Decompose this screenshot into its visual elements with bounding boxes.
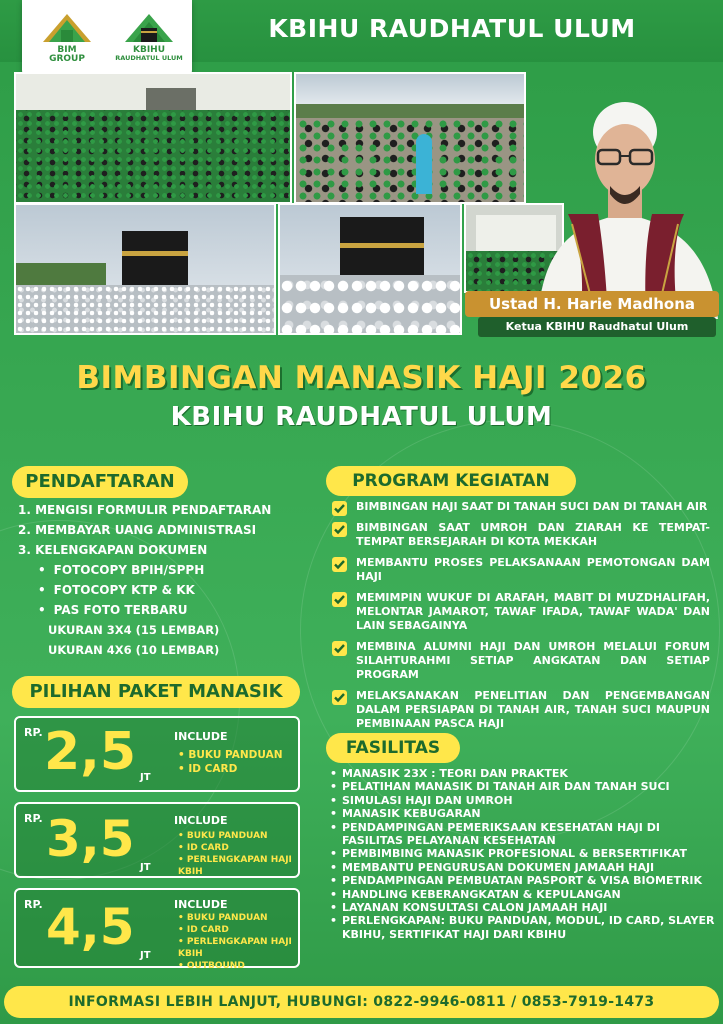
- facility-item: • LAYANAN KONSULTASI CALON JAMAAH HAJI: [330, 901, 715, 914]
- document-label: PAS FOTO TERBARU: [53, 603, 188, 617]
- logo-text-line2: GROUP: [49, 54, 85, 65]
- program-item-text: MEMBINA ALUMNI HAJI DAN UMROH MELALUI FORUM SILAHTURAHMI SETIAP ANGKATAN DAN SETIAP PROGRAM: [356, 640, 710, 681]
- facility-item: • PENDAMPINGAN PEMERIKSAAN KESEHATAN HAJI DI FASILITAS PELAYANAN KESEHATAN: [330, 821, 715, 848]
- program-item-text: BIMBINGAN SAAT UMROH DAN ZIARAH KE TEMPAT-TEMPAT BERSEJARAH DI KOTA MEKKAH: [356, 521, 710, 548]
- currency-label: RP.: [24, 726, 43, 739]
- facility-item: • MANASIK KEBUGARAN: [330, 807, 715, 820]
- sub-headline: KBIHU RAUDHATUL ULUM: [170, 402, 553, 432]
- document-label: FOTOCOPY KTP & KK: [53, 583, 195, 597]
- portrait-ustad: [528, 64, 723, 319]
- mosque-roof-icon: [39, 8, 95, 44]
- package-card: [14, 716, 300, 792]
- program-item: [332, 500, 710, 514]
- photo-size-item: UKURAN 3X4 (15 LEMBAR): [48, 623, 220, 637]
- kaaba-replica: [122, 231, 188, 293]
- program-item: [332, 689, 710, 731]
- facility-item: • HANDLING KEBERANGKATAN & KEPULANGAN: [330, 888, 715, 901]
- document-item: [18, 560, 318, 580]
- checkmark-icon: [332, 641, 347, 656]
- document-item: [18, 580, 318, 600]
- checkmark-icon: [332, 557, 347, 572]
- photo-kaaba-crowd-2: [278, 203, 462, 335]
- program-item-text: MEMBANTU PROSES PELAKSANAAN PEMOTONGAN DAM HAJI: [356, 556, 710, 583]
- package-price: 3,5: [46, 810, 135, 868]
- document-label: FOTOCOPY BPIH/SPPH: [53, 563, 205, 577]
- checkmark-icon: [332, 690, 347, 705]
- include-item: • BUKU PANDUAN: [178, 748, 283, 762]
- price-unit: JT: [140, 772, 151, 783]
- package-card: [14, 888, 300, 971]
- registration-step: 3. KELENGKAPAN DOKUMEN: [18, 543, 208, 557]
- person-name: Ustad H. Harie Madhona: [465, 291, 719, 317]
- include-item: • OUTBOUND: [178, 960, 298, 972]
- include-label: INCLUDE: [174, 898, 228, 911]
- registration-step: 2. MEMBAYAR UANG ADMINISTRASI: [18, 523, 257, 537]
- program-item: [332, 521, 710, 549]
- currency-label: RP.: [24, 812, 43, 825]
- include-list: [178, 748, 283, 776]
- checkmark-icon: [332, 522, 347, 537]
- package-card: [14, 802, 300, 878]
- person-role: Ketua KBIHU Raudhatul Ulum: [478, 317, 716, 337]
- checkmark-icon: [332, 592, 347, 607]
- person-silhouette-icon: [528, 64, 723, 319]
- facility-item: • SIMULASI HAJI DAN UMROH: [330, 794, 715, 807]
- registration-list: [18, 500, 318, 660]
- registration-title: PENDAFTARAN: [12, 466, 188, 498]
- document-item: [18, 600, 318, 620]
- photo-size-item: UKURAN 4X6 (10 LEMBAR): [48, 643, 220, 657]
- include-item: • ID CARD: [178, 924, 298, 936]
- kaaba-roof-icon: [121, 8, 177, 44]
- program-item-text: MEMIMPIN WUKUF DI ARAFAH, MABIT DI MUZDHALIFAH, MELONTAR JAMAROT, TAWAF IFADA, TAWAF WADA' DAN LAIN SEBAGAINYA: [356, 591, 710, 632]
- price-unit: JT: [140, 950, 151, 961]
- kbihu-logo: [112, 8, 186, 74]
- facility-item: • PERLENGKAPAN: BUKU PANDUAN, MODUL, ID CARD, SLAYER KBIHU, SERTIFIKAT HAJI DARI KBIHU: [330, 914, 715, 941]
- include-item: • ID CARD: [178, 762, 283, 776]
- program-item-text: MELAKSANAKAN PENELITIAN DAN PENGEMBANGAN DALAM PERSIAPAN DI TANAH AIR, TANAH SUCI MAUPUN PEMBINAAN PASCA HAJI: [356, 689, 710, 730]
- include-item: • PERLENGKAPAN HAJI KBIH: [178, 936, 298, 960]
- logo-text-line2: RAUDHATUL ULUM: [115, 54, 183, 63]
- include-list: [178, 912, 298, 972]
- include-item: • PERLENGKAPAN HAJI KBIH: [178, 854, 298, 878]
- include-label: INCLUDE: [174, 730, 228, 743]
- logo-text-line1: BIM: [57, 45, 77, 55]
- include-list: [178, 830, 298, 878]
- photo-manasik-hall: [14, 72, 292, 204]
- photo-outdoor-exercise: [294, 72, 526, 204]
- logo-panel: [22, 0, 192, 80]
- checkmark-icon: [332, 501, 347, 516]
- facilities-title: FASILITAS: [326, 733, 460, 763]
- program-item: [332, 556, 710, 584]
- include-item: • BUKU PANDUAN: [178, 912, 298, 924]
- program-item: [332, 640, 710, 682]
- program-item: [332, 591, 710, 633]
- packages-title: PILIHAN PAKET MANASIK: [12, 676, 300, 708]
- include-item: • BUKU PANDUAN: [178, 830, 298, 842]
- main-headline: BIMBINGAN MANASIK HAJI 2026: [76, 360, 647, 396]
- facility-item: • PELATIHAN MANASIK DI TANAH AIR DAN TANAH SUCI: [330, 780, 715, 793]
- include-item: • ID CARD: [178, 842, 298, 854]
- price-unit: JT: [140, 862, 151, 873]
- facility-item: • PENDAMPINGAN PEMBUATAN PASPORT & VISA BIOMETRIK: [330, 874, 715, 887]
- photo-kaaba-crowd-1: [14, 203, 276, 335]
- contact-footer: INFORMASI LEBIH LANJUT, HUBUNGI: 0822-9946-0811 / 0853-7919-1473: [4, 986, 719, 1018]
- facility-item: • MEMBANTU PENGURUSAN DOKUMEN JAMAAH HAJI: [330, 861, 715, 874]
- program-item-text: BIMBINGAN HAJI SAAT DI TANAH SUCI DAN DI TANAH AIR: [356, 500, 708, 513]
- facility-item: • MANASIK 23X : TEORI DAN PRAKTEK: [330, 767, 715, 780]
- include-label: INCLUDE: [174, 814, 228, 827]
- facility-item: • PEMBIMBING MANASIK PROFESIONAL & BERSERTIFIKAT: [330, 847, 715, 860]
- bim-group-logo: [32, 8, 102, 74]
- registration-step: 1. MENGISI FORMULIR PENDAFTARAN: [18, 503, 272, 517]
- logo-text-line1: KBIHU: [132, 45, 166, 55]
- organization-title: KBIHU RAUDHATUL ULUM: [268, 14, 636, 43]
- package-price: 2,5: [44, 722, 137, 782]
- program-title: PROGRAM KEGIATAN: [326, 466, 576, 496]
- currency-label: RP.: [24, 898, 43, 911]
- package-price: 4,5: [46, 898, 135, 956]
- program-list: [332, 500, 710, 738]
- facilities-list: [330, 767, 715, 941]
